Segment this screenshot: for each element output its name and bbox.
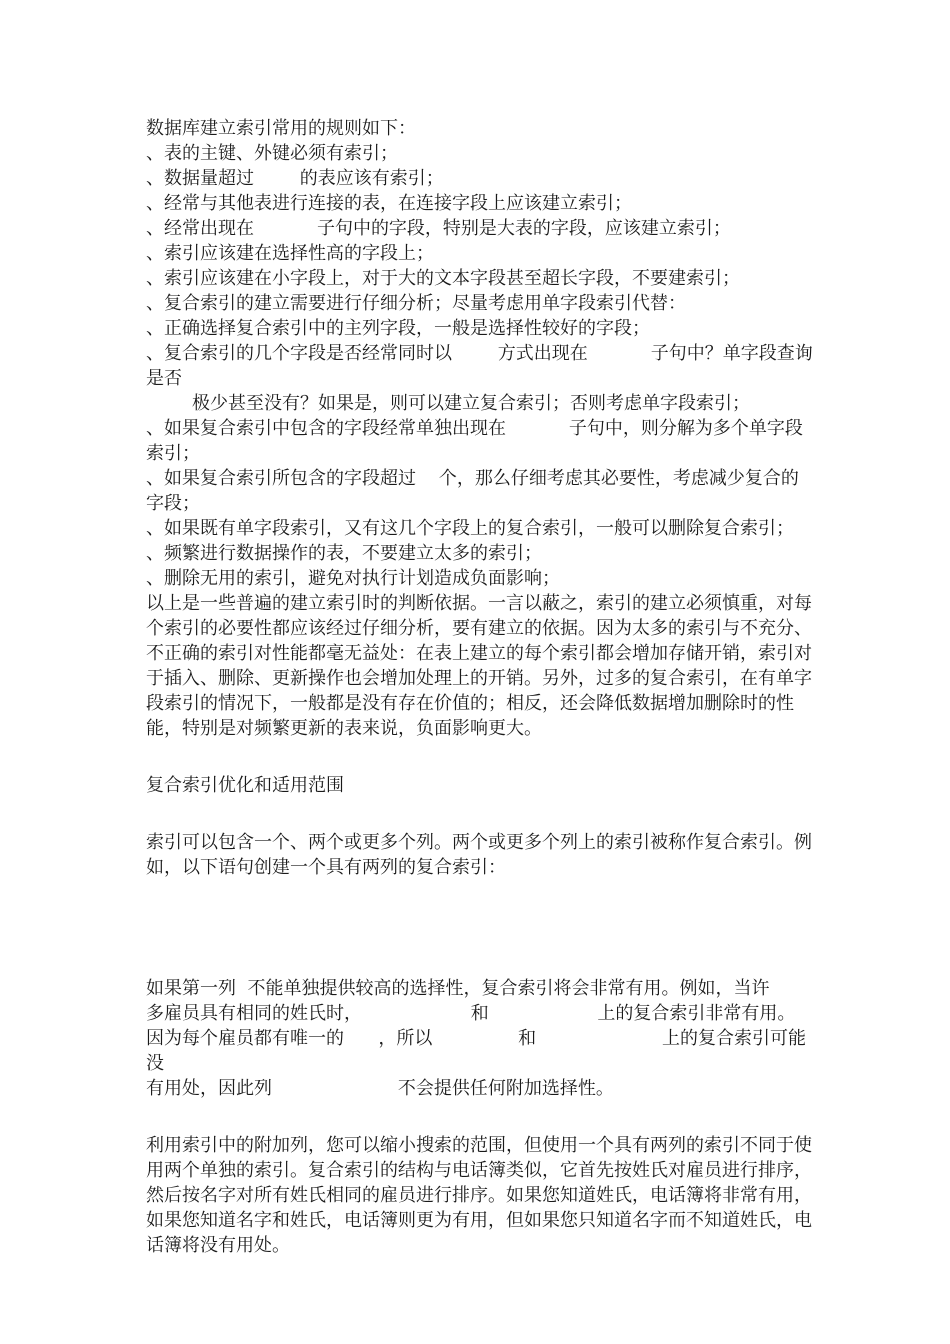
rule-item-4: 、经常出现在 子句中的字段，特别是大表的字段，应该建立索引； <box>146 218 731 239</box>
rule-item-9-line1: 、复合索引的几个字段是否经常同时以 方式出现在 子句中？单字段查询是否 <box>146 343 813 389</box>
spacer <box>146 798 816 830</box>
rule-item-1: 、表的主键、外键必须有索引； <box>146 143 398 164</box>
rule-item-14: 、删除无用的索引，避免对执行计划造成负面影响； <box>146 568 560 589</box>
code-example-blank <box>146 880 816 976</box>
rule-item-6: 、索引应该建在小字段上，对于大的文本字段甚至超长字段，不要建索引； <box>146 268 740 289</box>
example-para-line-4: 有用处，因此列 不会提供任何附加选择性。 <box>146 1078 614 1099</box>
section-title: 复合索引优化和适用范围 <box>146 775 344 796</box>
rules-intro: 数据库建立索引常用的规则如下： <box>146 118 416 139</box>
rule-item-2: 、数据量超过 的表应该有索引； <box>146 168 444 189</box>
rule-item-5: 、索引应该建在选择性高的字段上； <box>146 243 434 264</box>
section-intro-paragraph: 索引可以包含一个、两个或更多个列。两个或更多个列上的索引被称作复合索引。例如，以下语句创建一个具有两列的复合索引： <box>146 832 812 878</box>
rule-item-9-line2: 极少甚至没有？如果是，则可以建立复合索引；否则考虑单字段索引； <box>192 393 750 414</box>
rule-item-10: 、如果复合索引中包含的字段经常单独出现在 子句中，则分解为多个单字段索引； <box>146 418 803 464</box>
example-para-line-3: 因为每个雇员都有唯一的 ，所以 和 上的复合索引可能没 <box>146 1028 807 1074</box>
spacer <box>146 1101 816 1133</box>
example-para-line-1: 如果第一列 不能单独提供较高的选择性，复合索引将会非常有用。例如，当许 <box>146 978 770 999</box>
rule-item-7: 、复合索引的建立需要进行仔细分析；尽量考虑用单字段索引代替： <box>146 293 686 314</box>
phonebook-paragraph: 利用索引中的附加列，您可以缩小搜索的范围，但使用一个具有两列的索引不同于使用两个单独的索引。复合索引的结构与电话簿类似，它首先按姓氏对雇员进行排序，然后按名字对所有姓氏相同的雇员进行排序。如果您知道姓氏，电话簿将非常有用，如果您知道名字和姓氏，电话簿则更为有用，但如果您只知道名字而不知道姓氏，电话簿将没有用处。 <box>146 1135 812 1256</box>
example-para-line-2: 多雇员具有相同的姓氏时， 和 上的复合索引非常有用。 <box>146 1003 796 1024</box>
rule-item-11: 、如果复合索引所包含的字段超过 个，那么仔细考虑其必要性，考虑减少复合的字段； <box>146 468 799 514</box>
summary-paragraph: 以上是一些普遍的建立索引时的判断依据。一言以蔽之，索引的建立必须慎重，对每个索引的必要性都应该经过仔细分析，要有建立的依据。因为太多的索引与不充分、不正确的索引对性能都毫无益处：在表上建立的每个索引都会增加存储开销，索引对于插入、删除、更新操作也会增加处理上的开销。另外，过多的复合索引，在有单字段索引的情况下，一般都是没有存在价值的；相反，还会降低数据增加删除时的性能，特别是对频繁更新的表来说，负面影响更大。 <box>146 593 812 739</box>
rule-item-8: 、正确选择复合索引中的主列字段，一般是选择性较好的字段； <box>146 318 650 339</box>
document-content <box>146 116 816 1258</box>
rule-item-12: 、如果既有单字段索引，又有这几个字段上的复合索引，一般可以删除复合索引； <box>146 518 794 539</box>
spacer <box>146 741 816 773</box>
rule-item-13: 、频繁进行数据操作的表，不要建立太多的索引； <box>146 543 542 564</box>
rule-item-3: 、经常与其他表进行连接的表，在连接字段上应该建立索引； <box>146 193 632 214</box>
